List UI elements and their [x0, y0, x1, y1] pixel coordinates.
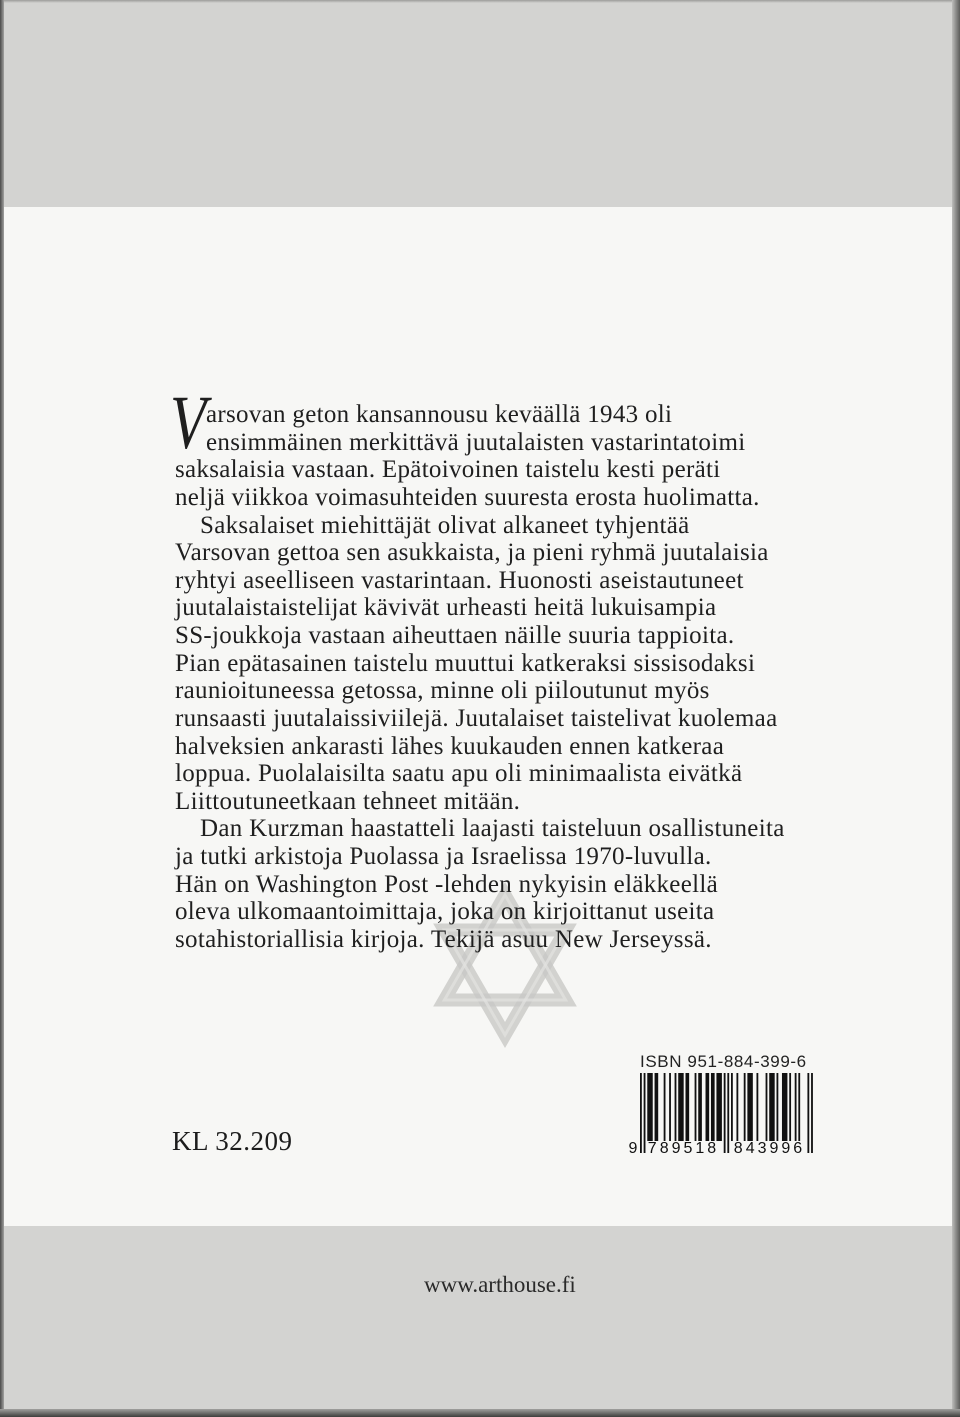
library-classification: KL 32.209: [172, 1126, 293, 1156]
text-line: Hän on Washington Post -lehden nykyisin eläkkeellä: [175, 870, 718, 898]
text-line: halveksien ankarasti lähes kuukauden ennen katkeraa: [175, 732, 725, 760]
barcode-bar: [669, 1073, 671, 1141]
barcode-bar: [647, 1073, 652, 1141]
barcode-bar: [675, 1073, 677, 1141]
isbn-label: ISBN 951-884-399-6: [640, 1052, 807, 1071]
barcode-bar: [766, 1073, 768, 1141]
text-line: ja tutki arkistoja Puolassa ja Israelissa 1970-luvulla.: [175, 843, 712, 870]
barcode-bar: [795, 1073, 797, 1141]
barcode-bar: [747, 1073, 752, 1141]
barcode-bar: [686, 1073, 690, 1141]
paragraph-3: [175, 815, 815, 953]
text-line: Varsovan gettoa sen asukkaista, ja pieni ryhmä juutalaisia: [175, 539, 769, 567]
publisher-website: www.arthouse.fi: [424, 1272, 576, 1297]
barcode-bar: [695, 1073, 697, 1141]
scan-edge-right: [952, 0, 960, 1417]
paragraph-1: [175, 401, 815, 512]
text-line: Saksalaiset miehittäjät olivat alkaneet tyhjentää: [200, 511, 690, 539]
barcode-right-digits: 843996: [733, 1140, 806, 1157]
bottom-gray-band: [0, 1226, 960, 1417]
scan-edge-top: [0, 0, 960, 3]
barcode-bar: [736, 1073, 738, 1141]
text-line: saksalaisia vastaan. Epätoivoinen taistelu kesti peräti: [175, 456, 721, 484]
text-line: neljä viikkoa voimasuhteiden suuresta erosta huolimatta.: [175, 483, 760, 511]
paragraph-2: [175, 512, 815, 816]
scan-edge-bottom: [0, 1409, 960, 1417]
barcode-bar: [798, 1073, 800, 1141]
barcode-bar: [711, 1073, 715, 1141]
scan-edge-left: [0, 0, 4, 1417]
text-line: juutalaistaistelijat kävivät urheasti heitä lukuisampia: [175, 594, 717, 622]
text-line: Liittoutuneetkaan tehneet mitään.: [175, 787, 521, 815]
text-line: sotahistoriallisia kirjoja. Tekijä asuu New Jerseyssä.: [175, 925, 712, 953]
barcode-bar: [731, 1073, 733, 1141]
barcode-guard-bar: [727, 1073, 729, 1153]
barcode-guard-bar: [724, 1073, 726, 1153]
barcode-bar: [769, 1073, 774, 1141]
drop-cap: V: [170, 381, 207, 465]
barcode-bar: [655, 1073, 659, 1141]
barcode-bar: [789, 1073, 791, 1141]
text-line: ryhtyi aseelliseen vastarintaan. Huonosti aseistautuneet: [175, 566, 744, 594]
barcode-bar: [664, 1073, 666, 1141]
text-line: arsovan geton kansannousu keväällä 1943 oli: [206, 401, 673, 428]
barcode-bar: [698, 1073, 702, 1141]
top-gray-band: [0, 0, 960, 207]
barcode-bar: [716, 1073, 721, 1141]
barcode-guard-bar: [811, 1073, 813, 1153]
barcode-bar: [756, 1073, 758, 1141]
text-line: Dan Kurzman haastatteli laajasti taisteluun osallistuneita: [200, 815, 785, 843]
text-line: runsaasti juutalaissiviilejä. Juutalaiset taistelivat kuolemaa: [175, 704, 778, 732]
barcode-bar: [744, 1073, 746, 1141]
barcode-left-digits: 789518: [647, 1140, 720, 1157]
barcode-bar: [782, 1073, 787, 1141]
text-line: oleva ulkomaantoimittaja, joka on kirjoittanut useita: [175, 898, 715, 926]
text-line: Pian epätasainen taistelu muuttui katkeraksi sissisodaksi: [175, 649, 756, 677]
barcode-bar: [777, 1073, 779, 1141]
barcode-bar: [706, 1073, 710, 1141]
text-line: raunioituneessa getossa, minne oli piiloutunut myös: [175, 677, 710, 705]
barcode-bar: [678, 1073, 683, 1141]
barcode-guard-bar: [640, 1073, 642, 1153]
text-line: ensimmäinen merkittävä juutalaisten vastarintatoimi: [206, 428, 746, 456]
barcode-lead-digit: 9: [628, 1140, 638, 1157]
text-line: loppua. Puolalaisilta saatu apu oli minimaalista eivätkä: [175, 760, 743, 788]
blurb-text: [170, 381, 815, 954]
text-line: SS-joukkoja vastaan aiheuttaen näille suuria tappioita.: [175, 622, 735, 649]
